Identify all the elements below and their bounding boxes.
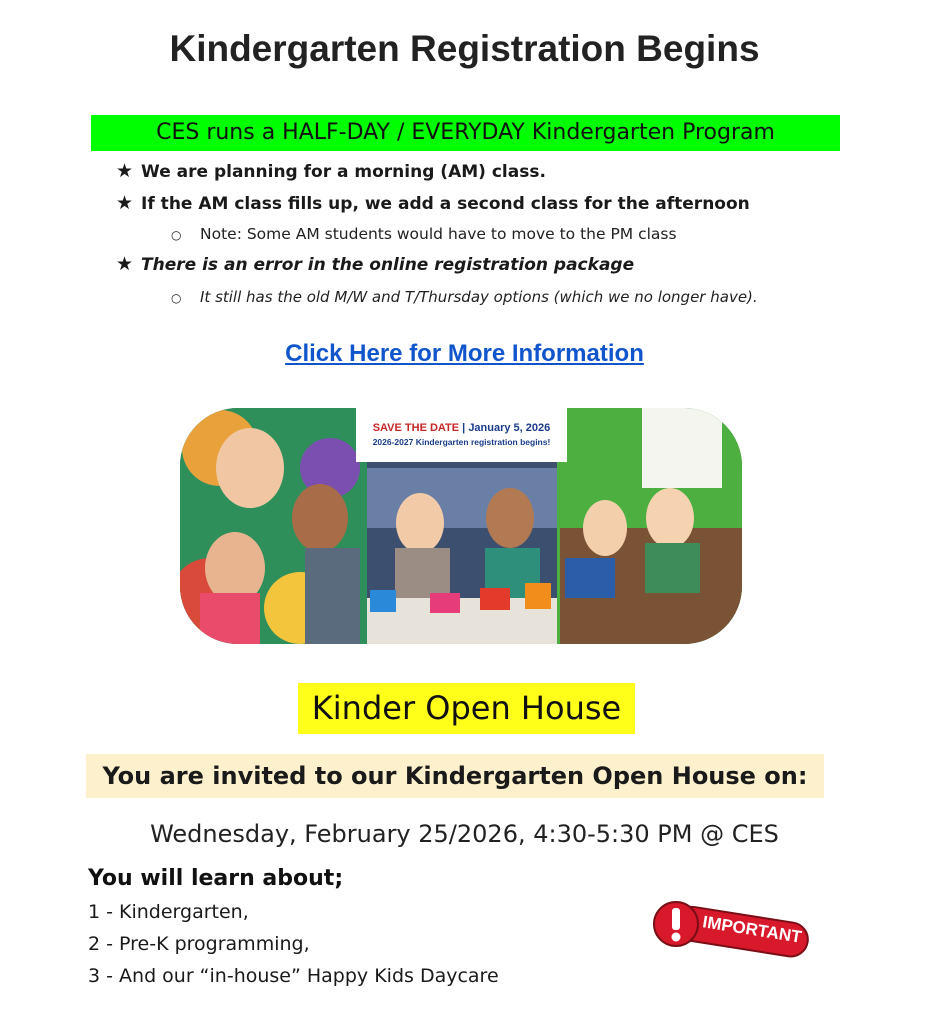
sub-bullet-old-options (171, 288, 758, 306)
learn-item: 2 - Pre-K programming, (88, 933, 310, 955)
registration-banner-image (180, 408, 742, 644)
save-the-date-subtitle: 2026-2027 Kindergarten registration begins! (372, 437, 551, 447)
important-badge-label: IMPORTANT (701, 912, 803, 947)
star-bullet-icon: ★ (116, 192, 134, 214)
important-badge (652, 898, 812, 962)
invite-text: You are invited to our Kindergarten Open House on: (86, 754, 824, 798)
save-the-date-card: SAVE THE DATE | January 5, 2026 2026-2027 Kindergarten registration begins! (356, 408, 567, 462)
bullet-text: There is an error in the online registration package (141, 255, 635, 275)
star-bullet-icon: ★ (116, 253, 134, 275)
sub-bullet-note (171, 225, 677, 243)
save-the-date-label: SAVE THE DATE (372, 422, 460, 434)
sub-bullet-text: Note: Some AM students would have to move to the PM class (200, 225, 677, 243)
page-title: Kindergarten Registration Begins (169, 28, 760, 69)
more-info-link[interactable]: Click Here for More Information (285, 340, 644, 367)
bullet-registration-error (116, 253, 634, 275)
sub-bullet-text: It still has the old M/W and T/Thursday options (which we no longer have). (200, 288, 758, 306)
learn-heading: You will learn about; (88, 866, 344, 891)
save-the-date-date: January 5, 2026 (468, 422, 551, 434)
bullet-text: If the AM class fills up, we add a second class for the afternoon (141, 194, 750, 214)
event-date-line: Wednesday, February 25/2026, 4:30-5:30 PM @ CES (150, 820, 779, 848)
star-bullet-icon: ★ (116, 160, 134, 182)
circle-bullet-icon: ○ (171, 291, 182, 305)
bullet-am-class (116, 160, 546, 182)
learn-item: 1 - Kindergarten, (88, 901, 249, 923)
bullet-text: We are planning for a morning (AM) class. (141, 162, 546, 182)
circle-bullet-icon: ○ (171, 228, 182, 242)
open-house-heading: Kinder Open House (298, 683, 635, 734)
program-banner: CES runs a HALF-DAY / EVERYDAY Kindergarten Program (91, 115, 840, 151)
learn-item: 3 - And our “in-house” Happy Kids Daycare (88, 965, 499, 987)
bullet-pm-class (116, 192, 750, 214)
